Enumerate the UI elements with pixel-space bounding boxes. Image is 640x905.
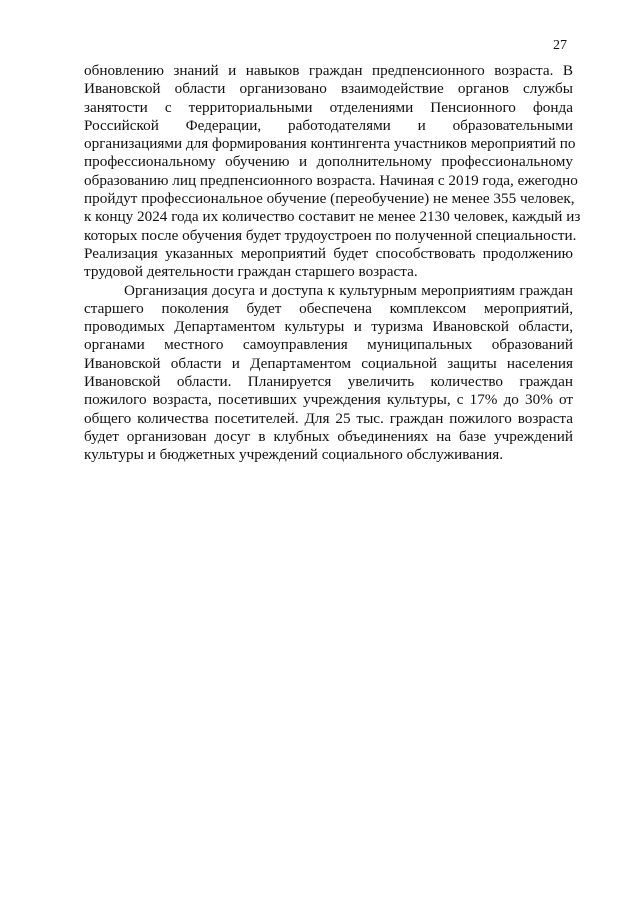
text-line: Российской Федерации, работодателями и образовательными: [84, 116, 573, 134]
text-line: организациями для формирования контингента участников мероприятий по: [84, 135, 576, 153]
text-line: образованию лиц предпенсионного возраста. Начиная с 2019 года, ежегодно: [84, 171, 578, 189]
text-line: трудовой деятельности граждан старшего возраста.: [84, 263, 418, 281]
document-body: [84, 62, 581, 465]
text-line: общего количества посетителей. Для 25 тыс. граждан пожилого возраста: [84, 409, 573, 427]
text-line: Реализация указанных мероприятий будет способствовать продолжению: [84, 244, 573, 262]
text-line: органами местного самоуправления муниципальных образований: [84, 336, 573, 354]
text-line: будет организован досуг в клубных объединениях на базе учреждений: [84, 427, 573, 445]
text-line: старшего поколения будет обеспечена комплексом мероприятий,: [84, 299, 573, 317]
text-line: пожилого возраста, посетивших учреждения культуры, с 17% до 30% от: [84, 391, 573, 409]
text-line: профессиональному обучению и дополнительному профессиональному: [84, 153, 573, 171]
text-line: Ивановской области и Департаментом социальной защиты населения: [84, 354, 573, 372]
text-line: культуры и бюджетных учреждений социального обслуживания.: [84, 446, 504, 464]
text-line: пройдут профессиональное обучение (переобучение) не менее 355 человек,: [84, 190, 575, 208]
text-line: Ивановской области организовано взаимодействие органов службы: [84, 80, 573, 98]
page-number: 27: [553, 38, 567, 53]
text-line: Ивановской области. Планируется увеличить количество граждан: [84, 373, 573, 391]
text-line: к концу 2024 года их количество составит не менее 2130 человек, каждый из: [84, 208, 581, 226]
text-line: занятости с территориальными отделениями Пенсионного фонда: [84, 98, 573, 116]
text-line: проводимых Департаментом культуры и туризма Ивановской области,: [84, 318, 573, 336]
text-line: обновлению знаний и навыков граждан предпенсионного возраста. В: [84, 62, 573, 79]
text-line: которых после обучения будет трудоустроен по полученной специальности.: [84, 226, 577, 244]
paragraph: [84, 62, 581, 282]
paragraph: [84, 282, 573, 465]
text-line: Организация досуга и доступа к культурным мероприятиям граждан: [124, 281, 573, 299]
